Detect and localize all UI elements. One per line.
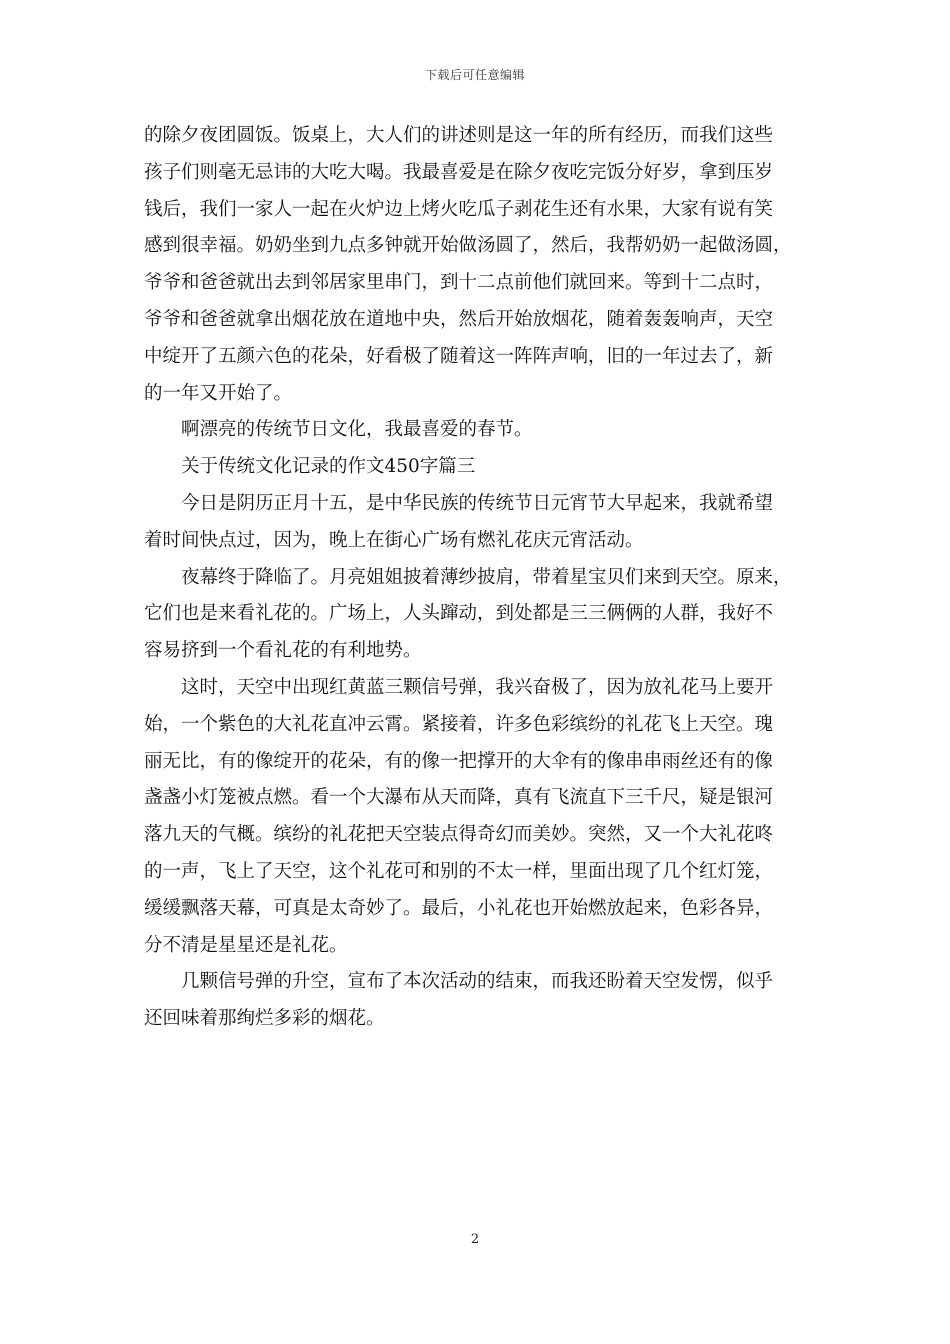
page-header: 下载后可任意编辑 xyxy=(424,68,525,82)
text-line: 爷爷和爸爸就拿出烟花放在道地中央，然后开始放烟花，随着轰轰响声，天空 xyxy=(144,308,774,330)
paragraph xyxy=(144,964,806,1038)
paragraph xyxy=(144,118,806,412)
text-line: 孩子们则毫无忌讳的大吃大喝。我最喜爱是在除夕夜吃完饭分好岁，拿到压岁 xyxy=(144,161,774,183)
paragraph xyxy=(144,670,806,964)
text-line: 啊漂亮的传统节日文化，我最喜爱的春节。 xyxy=(181,419,533,441)
text-line: 容易挤到一个看礼花的有利地势。 xyxy=(144,640,422,662)
text-line: 爷爷和爸爸就出去到邻居家里串门，到十二点前他们就回来。等到十二点时， xyxy=(144,272,774,294)
text-line: 丽无比，有的像绽开的花朵，有的像一把撑开的大伞有的像串串雨丝还有的像 xyxy=(144,750,774,772)
text-line: 的除夕夜团圆饭。饭桌上，大人们的讲述则是这一年的所有经历，而我们这些 xyxy=(144,125,774,146)
text-line: 着时间快点过，因为，晚上在街心广场有燃礼花庆元宵活动。 xyxy=(144,529,644,551)
text-line: 这时，天空中出现红黄蓝三颗信号弹，我兴奋极了，因为放礼花马上要开 xyxy=(181,676,774,698)
text-line: 分不清是星星还是礼花。 xyxy=(144,934,348,956)
paragraph xyxy=(144,560,806,670)
text-line: 盏盏小灯笼被点燃。看一个大瀑布从天而降，真有飞流直下三千尺，疑是银河 xyxy=(144,787,774,809)
text-line: 感到很幸福。奶奶坐到九点多钟就开始做汤圆了，然后，我帮奶奶一起做汤圆， xyxy=(144,235,792,257)
paragraph xyxy=(144,412,806,449)
section-title xyxy=(144,449,806,486)
text-line: 的一年又开始了。 xyxy=(144,382,293,404)
text-line: 始，一个紫色的大礼花直冲云霄。紧接着，许多色彩缤纷的礼花飞上天空。瑰 xyxy=(144,713,774,735)
text-line: 落九天的气概。缤纷的礼花把天空装点得奇幻而美妙。突然，又一个大礼花咚 xyxy=(144,824,774,846)
text-line: 夜幕终于降临了。月亮姐姐披着薄纱披肩，带着星宝贝们来到天空。原来， xyxy=(181,566,792,588)
text-line: 关于传统文化记录的作文450字篇三 xyxy=(181,456,476,478)
paragraph xyxy=(144,486,806,560)
text-line: 钱后，我们一家人一起在火炉边上烤火吃瓜子剥花生还有水果，大家有说有笑 xyxy=(144,198,774,220)
text-line: 今日是阴历正月十五，是中华民族的传统节日元宵节大早起来，我就希望 xyxy=(181,492,774,514)
text-line: 它们也是来看礼花的。广场上，人头蹿动，到处都是三三俩俩的人群，我好不 xyxy=(144,603,774,625)
text-line: 几颗信号弹的升空，宣布了本次活动的结束，而我还盼着天空发愣，似乎 xyxy=(181,971,774,993)
text-line: 中绽开了五颜六色的花朵，好看极了随着这一阵阵声响，旧的一年过去了，新 xyxy=(144,345,774,367)
text-line: 还回味着那绚烂多彩的烟花。 xyxy=(144,1008,385,1030)
text-line: 的一声，飞上了天空，这个礼花可和别的不太一样，里面出现了几个红灯笼， xyxy=(144,860,774,882)
page-number: 2 xyxy=(470,1232,480,1247)
document-body xyxy=(144,118,806,1038)
text-line: 缓缓飘落天幕，可真是太奇妙了。最后，小礼花也开始燃放起来，色彩各异， xyxy=(144,897,774,919)
